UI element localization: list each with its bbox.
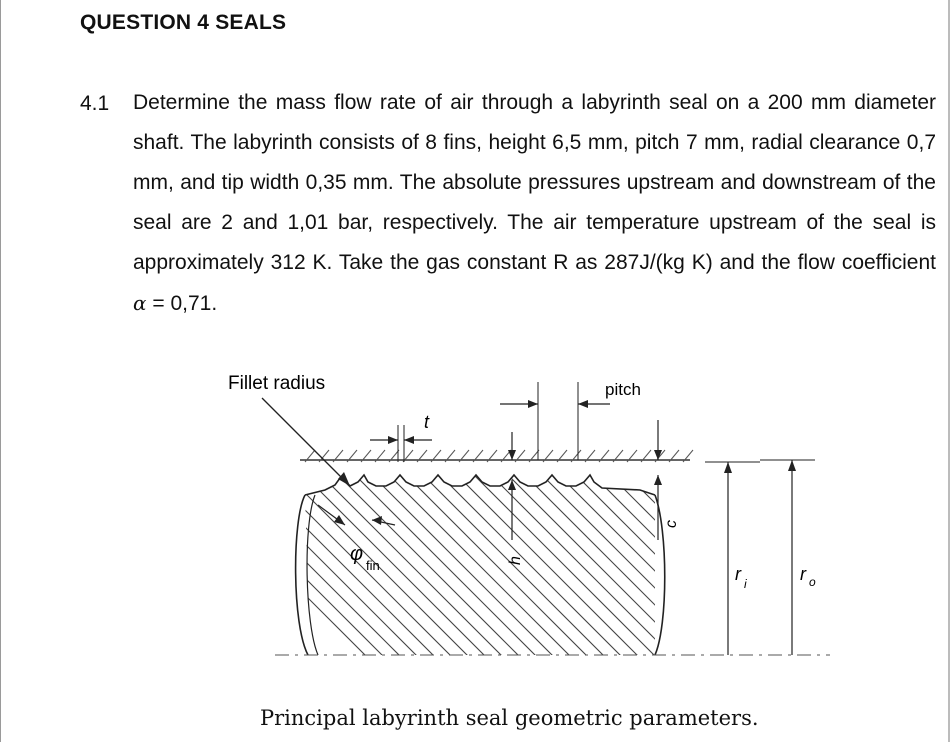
inner-radius-subscript: i bbox=[744, 577, 747, 591]
outer-radius-label: r bbox=[800, 564, 806, 584]
outer-radius-subscript: o bbox=[809, 575, 816, 589]
phi-symbol: φ bbox=[350, 543, 364, 565]
inner-radius-label: r bbox=[735, 564, 741, 584]
question-heading: QUESTION 4 SEALS bbox=[80, 11, 287, 34]
fillet-radius-callout bbox=[228, 373, 350, 486]
fin-angle-callout bbox=[318, 505, 395, 573]
phi-subscript: fin bbox=[366, 558, 380, 573]
pitch-label: pitch bbox=[605, 380, 641, 399]
question-body: Determine the mass flow rate of air through a labyrinth seal on a 200 mm diameter shaft. The labyrinth consists of 8 fins, height 6,5 mm, pitch 7 mm, radial clearance 0,7 mm, and tip width 0,35 mm. The absolute pressures upstream and downstream of the seal are 2 and 1,01 bar, respectively. The air temperature upstream of the seal is approximately 312 K. Take the gas constant R as 287J/(kg K) and the flow coefficient bbox=[133, 91, 936, 274]
figure-caption: Principal labyrinth seal geometric parameters. bbox=[260, 706, 759, 730]
question-number: 4.1 bbox=[80, 92, 110, 115]
tip-width-label: t bbox=[424, 412, 430, 432]
clearance-dimension bbox=[508, 420, 680, 540]
clearance-label: c bbox=[663, 520, 680, 528]
alpha-value: = 0,71. bbox=[152, 292, 218, 315]
shaft-body bbox=[180, 470, 880, 660]
fillet-radius-label: Fillet radius bbox=[228, 373, 326, 394]
pitch-dimension bbox=[500, 380, 641, 460]
shaft-left-end bbox=[296, 495, 308, 655]
shaft-right-end bbox=[655, 495, 665, 655]
radius-dimensions bbox=[705, 460, 816, 655]
stator-surface bbox=[300, 450, 693, 462]
fin-height-label: h bbox=[507, 556, 524, 565]
alpha-symbol: α bbox=[133, 291, 147, 315]
fin-profile bbox=[305, 475, 655, 495]
